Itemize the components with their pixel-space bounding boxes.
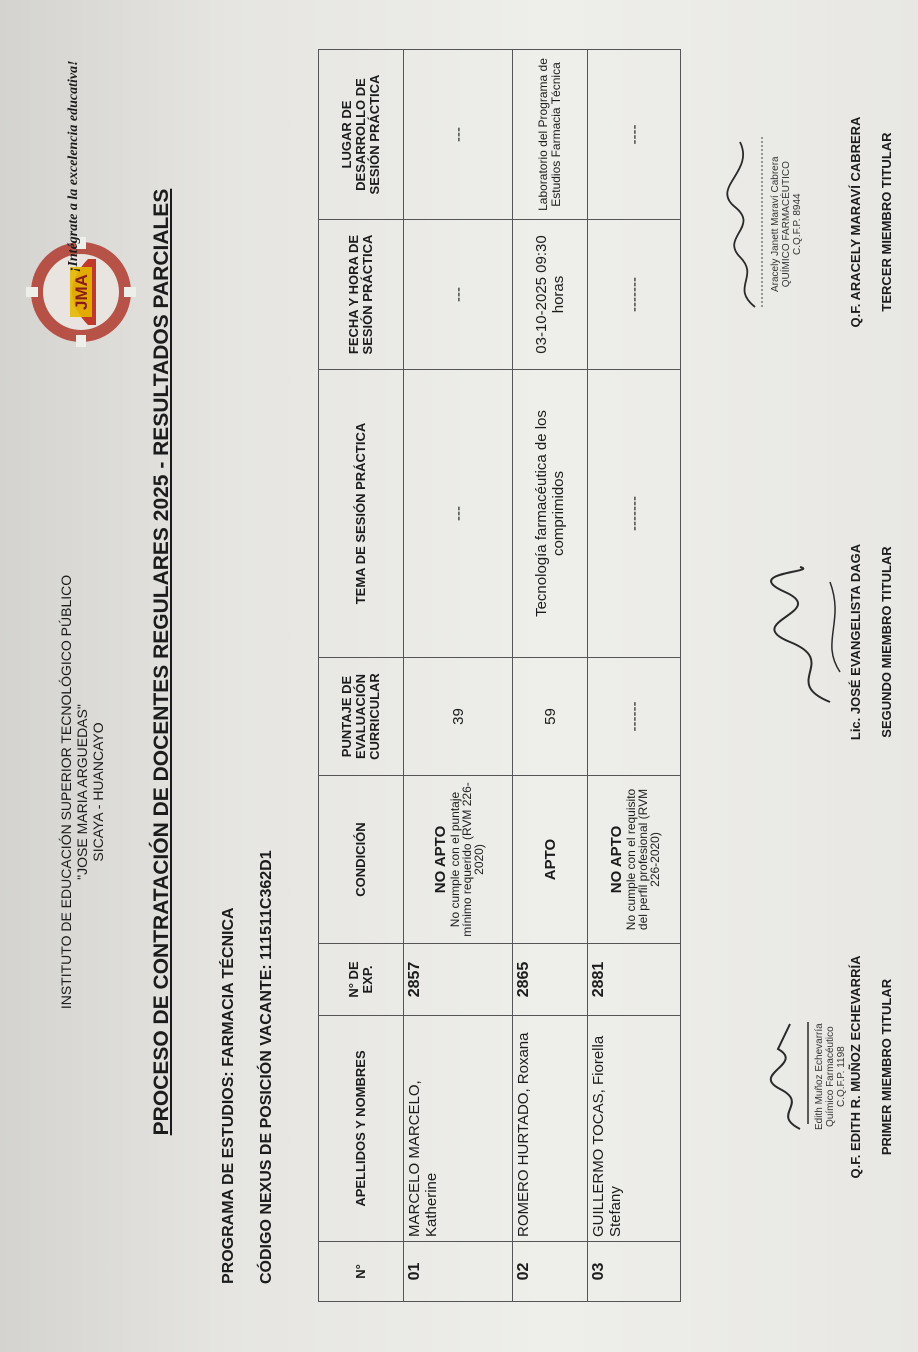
condition-note: No cumple con el requisito del perfil profesional (RVM 226-2020) bbox=[623, 788, 662, 931]
institution-location: SICAYA - HUANCAYO bbox=[90, 722, 106, 862]
row-place: ---- bbox=[588, 50, 681, 220]
logo-text: JMA bbox=[72, 274, 91, 310]
signature-3-scribble bbox=[720, 132, 770, 312]
header-name: APELLIDOS Y NOMBRES bbox=[319, 1016, 404, 1242]
row-name: GUILLERMO TOCAS, Fiorella Stefany bbox=[588, 1016, 681, 1242]
results-table bbox=[318, 49, 681, 1302]
signature-2-scribble bbox=[760, 562, 850, 712]
signature-block-3 bbox=[848, 97, 894, 347]
row-score: 39 bbox=[404, 658, 513, 776]
header-topic: TEMA DE SESIÓN PRÁCTICA bbox=[319, 370, 404, 658]
table-row bbox=[588, 50, 681, 1302]
signature-1-stamp: Edith Muñoz Echevarría Químico Farmacéutico C.Q.F.P. 1198 bbox=[814, 1023, 847, 1130]
row-topic: ------- bbox=[588, 370, 681, 658]
position-code-line: CÓDIGO NEXUS DE POSICIÓN VACANTE: 111511C362D1 bbox=[258, 850, 275, 1284]
page-title: PROCESO DE CONTRATACIÓN DE DOCENTES REGULARES 2025 - RESULTADOS PARCIALES bbox=[150, 188, 173, 1136]
row-score: ------ bbox=[588, 658, 681, 776]
signer-name: Q.F. ARACELY MARAVÍ CABRERA bbox=[848, 116, 863, 328]
signature-3-stamp: Aracely Janett Maraví Cabrera QUÍMICO FARMACÉUTICO C.Q.F.P. 8944 bbox=[770, 156, 803, 292]
header-exp: N° DE EXP. bbox=[319, 944, 404, 1016]
row-topic: --- bbox=[404, 370, 513, 658]
row-condition bbox=[588, 776, 681, 944]
institution-name: INSTITUTO DE EDUCACIÓN SUPERIOR TECNOLÓGICO PÚBLICO bbox=[58, 574, 74, 1010]
signer-role: TERCER MIEMBRO TITULAR bbox=[879, 132, 894, 312]
row-condition bbox=[404, 776, 513, 944]
program-line: PROGRAMA DE ESTUDIOS: FARMACIA TÉCNICA bbox=[220, 907, 237, 1284]
row-name: ROMERO HURTADO, Roxana bbox=[513, 1016, 588, 1242]
header-datetime: FECHA Y HORA DE SESIÓN PRÁCTICA bbox=[319, 220, 404, 370]
row-score: 59 bbox=[513, 658, 588, 776]
condition-note: No cumple con el puntaje mínimo requerido (RVM 226-2020) bbox=[447, 782, 486, 937]
header-num: N° bbox=[319, 1242, 404, 1302]
row-exp: 2865 bbox=[513, 944, 588, 1016]
institution-header bbox=[58, 552, 106, 1032]
signature-1-scribble bbox=[760, 1014, 820, 1134]
row-condition bbox=[513, 776, 588, 944]
signer-name: Q.F. EDITH R. MUÑOZ ECHEVARRÍA bbox=[848, 955, 863, 1179]
header-score: PUNTAJE DE EVALUACIÓN CURRICULAR bbox=[319, 658, 404, 776]
header-place: LUGAR DE DESARROLLO DE SESIÓN PRÁCTICA bbox=[319, 50, 404, 220]
signature-block-1 bbox=[848, 952, 894, 1182]
signer-role: PRIMER MIEMBRO TITULAR bbox=[879, 978, 894, 1156]
row-datetime: ------- bbox=[588, 220, 681, 370]
row-place: Laboratorio del Programa de Estudios Farmacia Técnica bbox=[513, 50, 588, 220]
row-place: --- bbox=[404, 50, 513, 220]
row-exp: 2881 bbox=[588, 944, 681, 1016]
row-exp: 2857 bbox=[404, 944, 513, 1016]
row-datetime: 03-10-2025 09:30 horas bbox=[513, 220, 588, 370]
condition-status: NO APTO bbox=[607, 825, 625, 894]
table-header-row bbox=[319, 50, 404, 1302]
institution-school: "JOSE MARIA ARGUEDAS" bbox=[74, 704, 90, 880]
table-row bbox=[513, 50, 588, 1302]
condition-status: NO APTO bbox=[431, 825, 449, 894]
header-condition: CONDICIÓN bbox=[319, 776, 404, 944]
row-datetime: --- bbox=[404, 220, 513, 370]
row-topic: Tecnología farmacéutica de los comprimidos bbox=[513, 370, 588, 658]
condition-status: APTO bbox=[541, 838, 559, 881]
signature-block-2 bbox=[848, 522, 894, 762]
signer-role: SEGUNDO MIEMBRO TITULAR bbox=[879, 546, 894, 738]
row-name: MARCELO MARCELO, Katherine bbox=[404, 1016, 513, 1242]
signer-name: Lic. JOSÉ EVANGELISTA DAGA bbox=[848, 543, 863, 741]
institution-motto: ¡Intégrate a la excelencia educativa! bbox=[66, 60, 81, 272]
table-row bbox=[404, 50, 513, 1302]
row-num: 02 bbox=[513, 1242, 588, 1302]
row-num: 01 bbox=[404, 1242, 513, 1302]
row-num: 03 bbox=[588, 1242, 681, 1302]
